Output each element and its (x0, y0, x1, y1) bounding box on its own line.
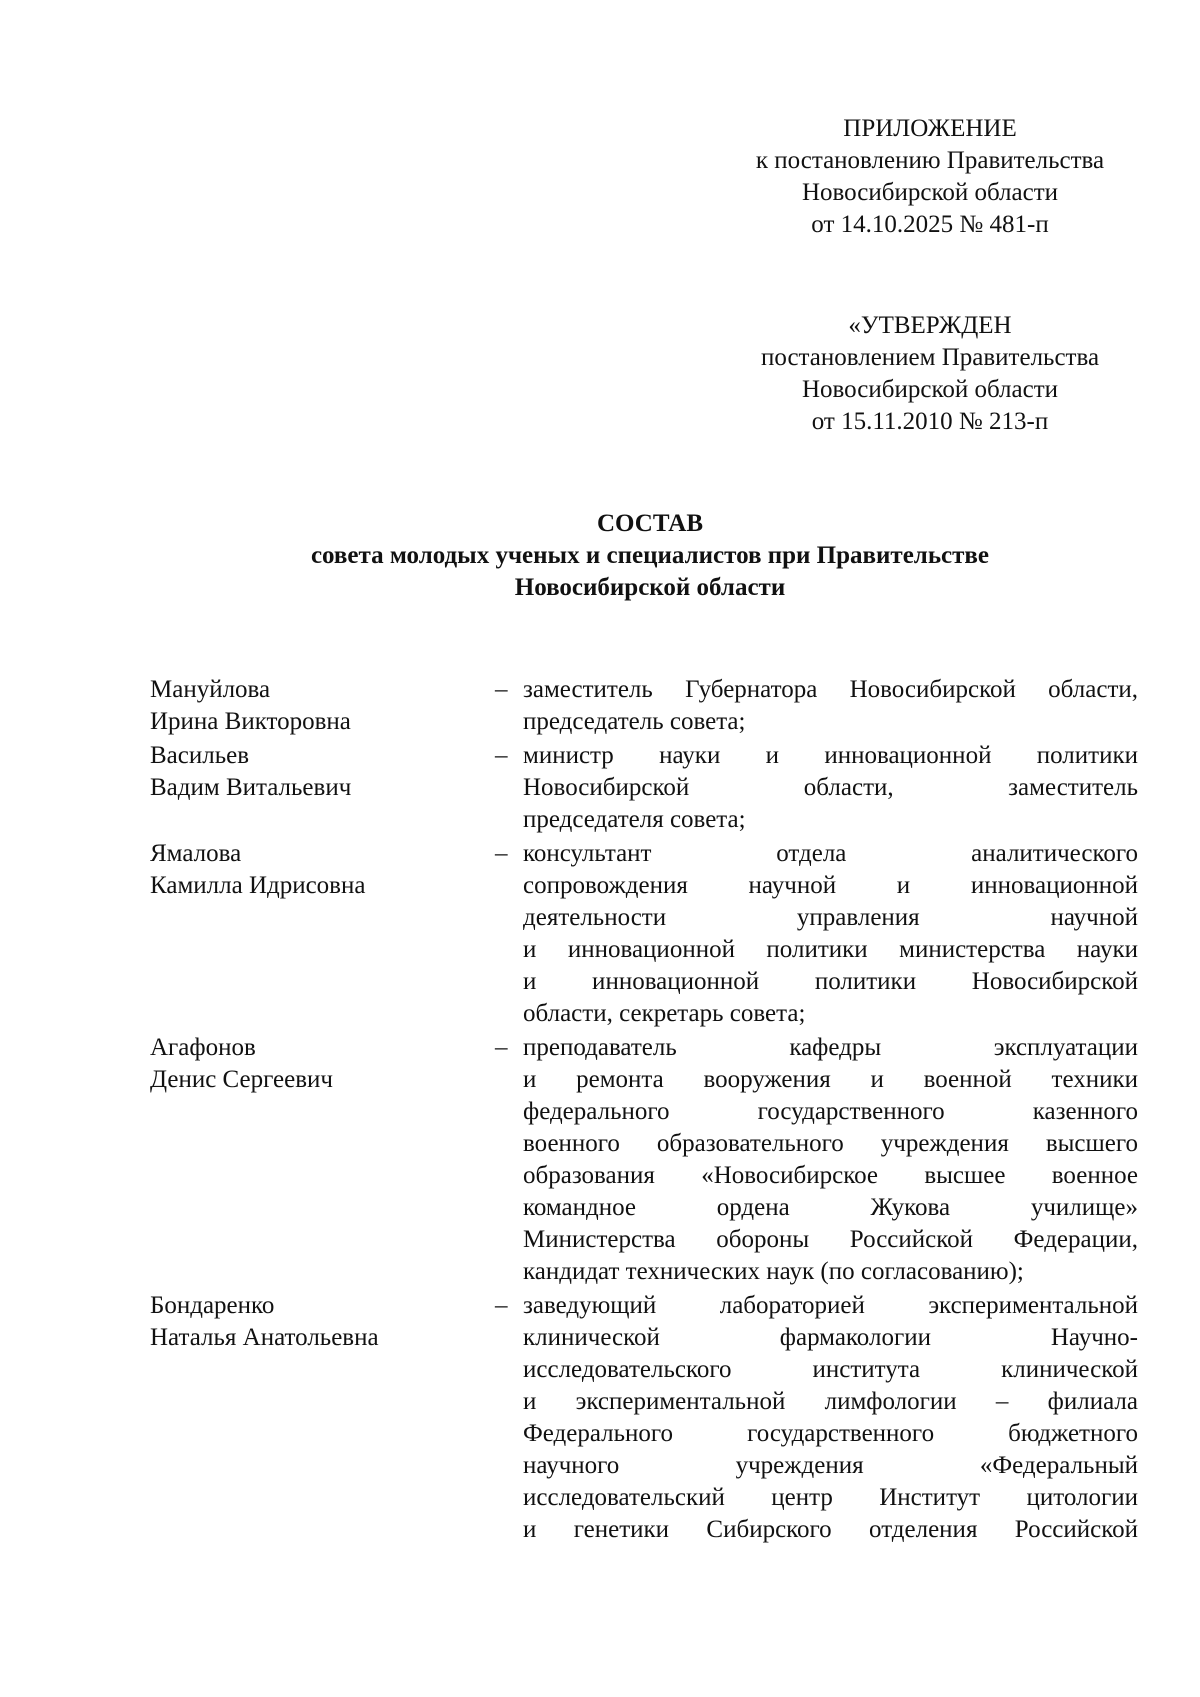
member-row (150, 674, 1150, 738)
member-row (150, 740, 1150, 836)
member-surname: Васильев (150, 742, 250, 769)
appendix-line-1: к постановлению Правительства (755, 147, 1105, 174)
member-row (150, 838, 1150, 1030)
member-description-line: Министерства обороны Российской Федерации, (523, 1226, 1138, 1253)
member-description-line: научного учреждения «Федеральный (523, 1452, 1138, 1479)
member-description (523, 740, 1138, 836)
member-description-line: преподаватель кафедры эксплуатации (523, 1034, 1138, 1061)
member-description-line: исследовательский центр Институт цитологии (523, 1484, 1138, 1511)
member-given-names: Наталья Анатольевна (150, 1324, 379, 1351)
appendix-line-3: от 14.10.2025 № 481-п (811, 211, 1049, 238)
member-description-line: Новосибирской области, заместитель (523, 774, 1138, 801)
member-dash: – (495, 840, 508, 867)
member-given-names: Камилла Идрисовна (150, 872, 366, 899)
member-description-line: и инновационной политики министерства науки (523, 936, 1138, 963)
member-description (523, 1290, 1138, 1546)
approved-line-2: Новосибирской области (801, 376, 1059, 403)
appendix-line-2: Новосибирской области (801, 179, 1059, 206)
member-description-line: министр науки и инновационной политики (523, 742, 1138, 769)
member-surname: Агафонов (150, 1034, 256, 1061)
member-surname: Ямалова (150, 840, 242, 867)
member-description-line: сопровождения научной и инновационной (523, 872, 1138, 899)
member-description-line: и генетики Сибирского отделения Российской (523, 1516, 1138, 1543)
member-description-line: председатель совета; (523, 708, 746, 735)
approval-stamp (720, 310, 1140, 438)
member-description (523, 838, 1138, 1030)
member-description-line: военного образовательного учреждения высшего (523, 1130, 1138, 1157)
appendix-title: ПРИЛОЖЕНИЕ (843, 115, 1017, 142)
member-description-line: командное ордена Жукова училище» (523, 1194, 1138, 1221)
member-description-line: заведующий лабораторией экспериментальной (523, 1292, 1138, 1319)
member-description (523, 674, 1138, 738)
approved-line-3: от 15.11.2010 № 213-п (811, 408, 1049, 435)
member-row (150, 1290, 1150, 1546)
title-line-2: Новосибирской области (514, 574, 786, 601)
approved-line-1: постановлением Правительства (760, 344, 1100, 371)
member-dash: – (495, 1292, 508, 1319)
member-description-line: образования «Новосибирское высшее военное (523, 1162, 1138, 1189)
title-line-1: совета молодых ученых и специалистов при Правительстве (310, 542, 990, 569)
member-description-line: заместитель Губернатора Новосибирской области, (523, 676, 1138, 703)
member-name (150, 1032, 495, 1288)
member-name (150, 1290, 495, 1546)
member-given-names: Денис Сергеевич (150, 1066, 334, 1093)
member-description-line: области, секретарь совета; (523, 1000, 806, 1027)
approved-title: «УТВЕРЖДЕН (848, 312, 1012, 339)
member-description-line: и ремонта вооружения и военной техники (523, 1066, 1138, 1093)
member-description-line: кандидат технических наук (по согласованию); (523, 1258, 1024, 1285)
member-description-line: федерального государственного казенного (523, 1098, 1138, 1125)
member-description-line: клинической фармакологии Научно- (523, 1324, 1138, 1351)
member-row (150, 1032, 1150, 1288)
member-description-line: деятельности управления научной (523, 904, 1138, 931)
member-dash: – (495, 1034, 508, 1061)
member-description-line: и экспериментальной лимфологии – филиала (523, 1388, 1138, 1415)
members-list (150, 674, 1150, 1548)
member-description-line: Федерального государственного бюджетного (523, 1420, 1138, 1447)
member-dash: – (495, 676, 508, 703)
appendix-header (720, 113, 1140, 241)
document-title (150, 508, 1150, 604)
member-surname: Бондаренко (150, 1292, 275, 1319)
member-description-line: исследовательского института клинической (523, 1356, 1138, 1383)
member-description-line: консультант отдела аналитического (523, 840, 1138, 867)
member-name (150, 740, 495, 836)
member-given-names: Вадим Витальевич (150, 774, 352, 801)
member-name (150, 674, 495, 738)
member-description-line: председателя совета; (523, 806, 746, 833)
member-description-line: и инновационной политики Новосибирской (523, 968, 1138, 995)
member-name (150, 838, 495, 1030)
member-description (523, 1032, 1138, 1288)
member-given-names: Ирина Викторовна (150, 708, 351, 735)
member-dash: – (495, 742, 508, 769)
member-surname: Мануйлова (150, 676, 271, 703)
title-heading: СОСТАВ (596, 510, 704, 537)
